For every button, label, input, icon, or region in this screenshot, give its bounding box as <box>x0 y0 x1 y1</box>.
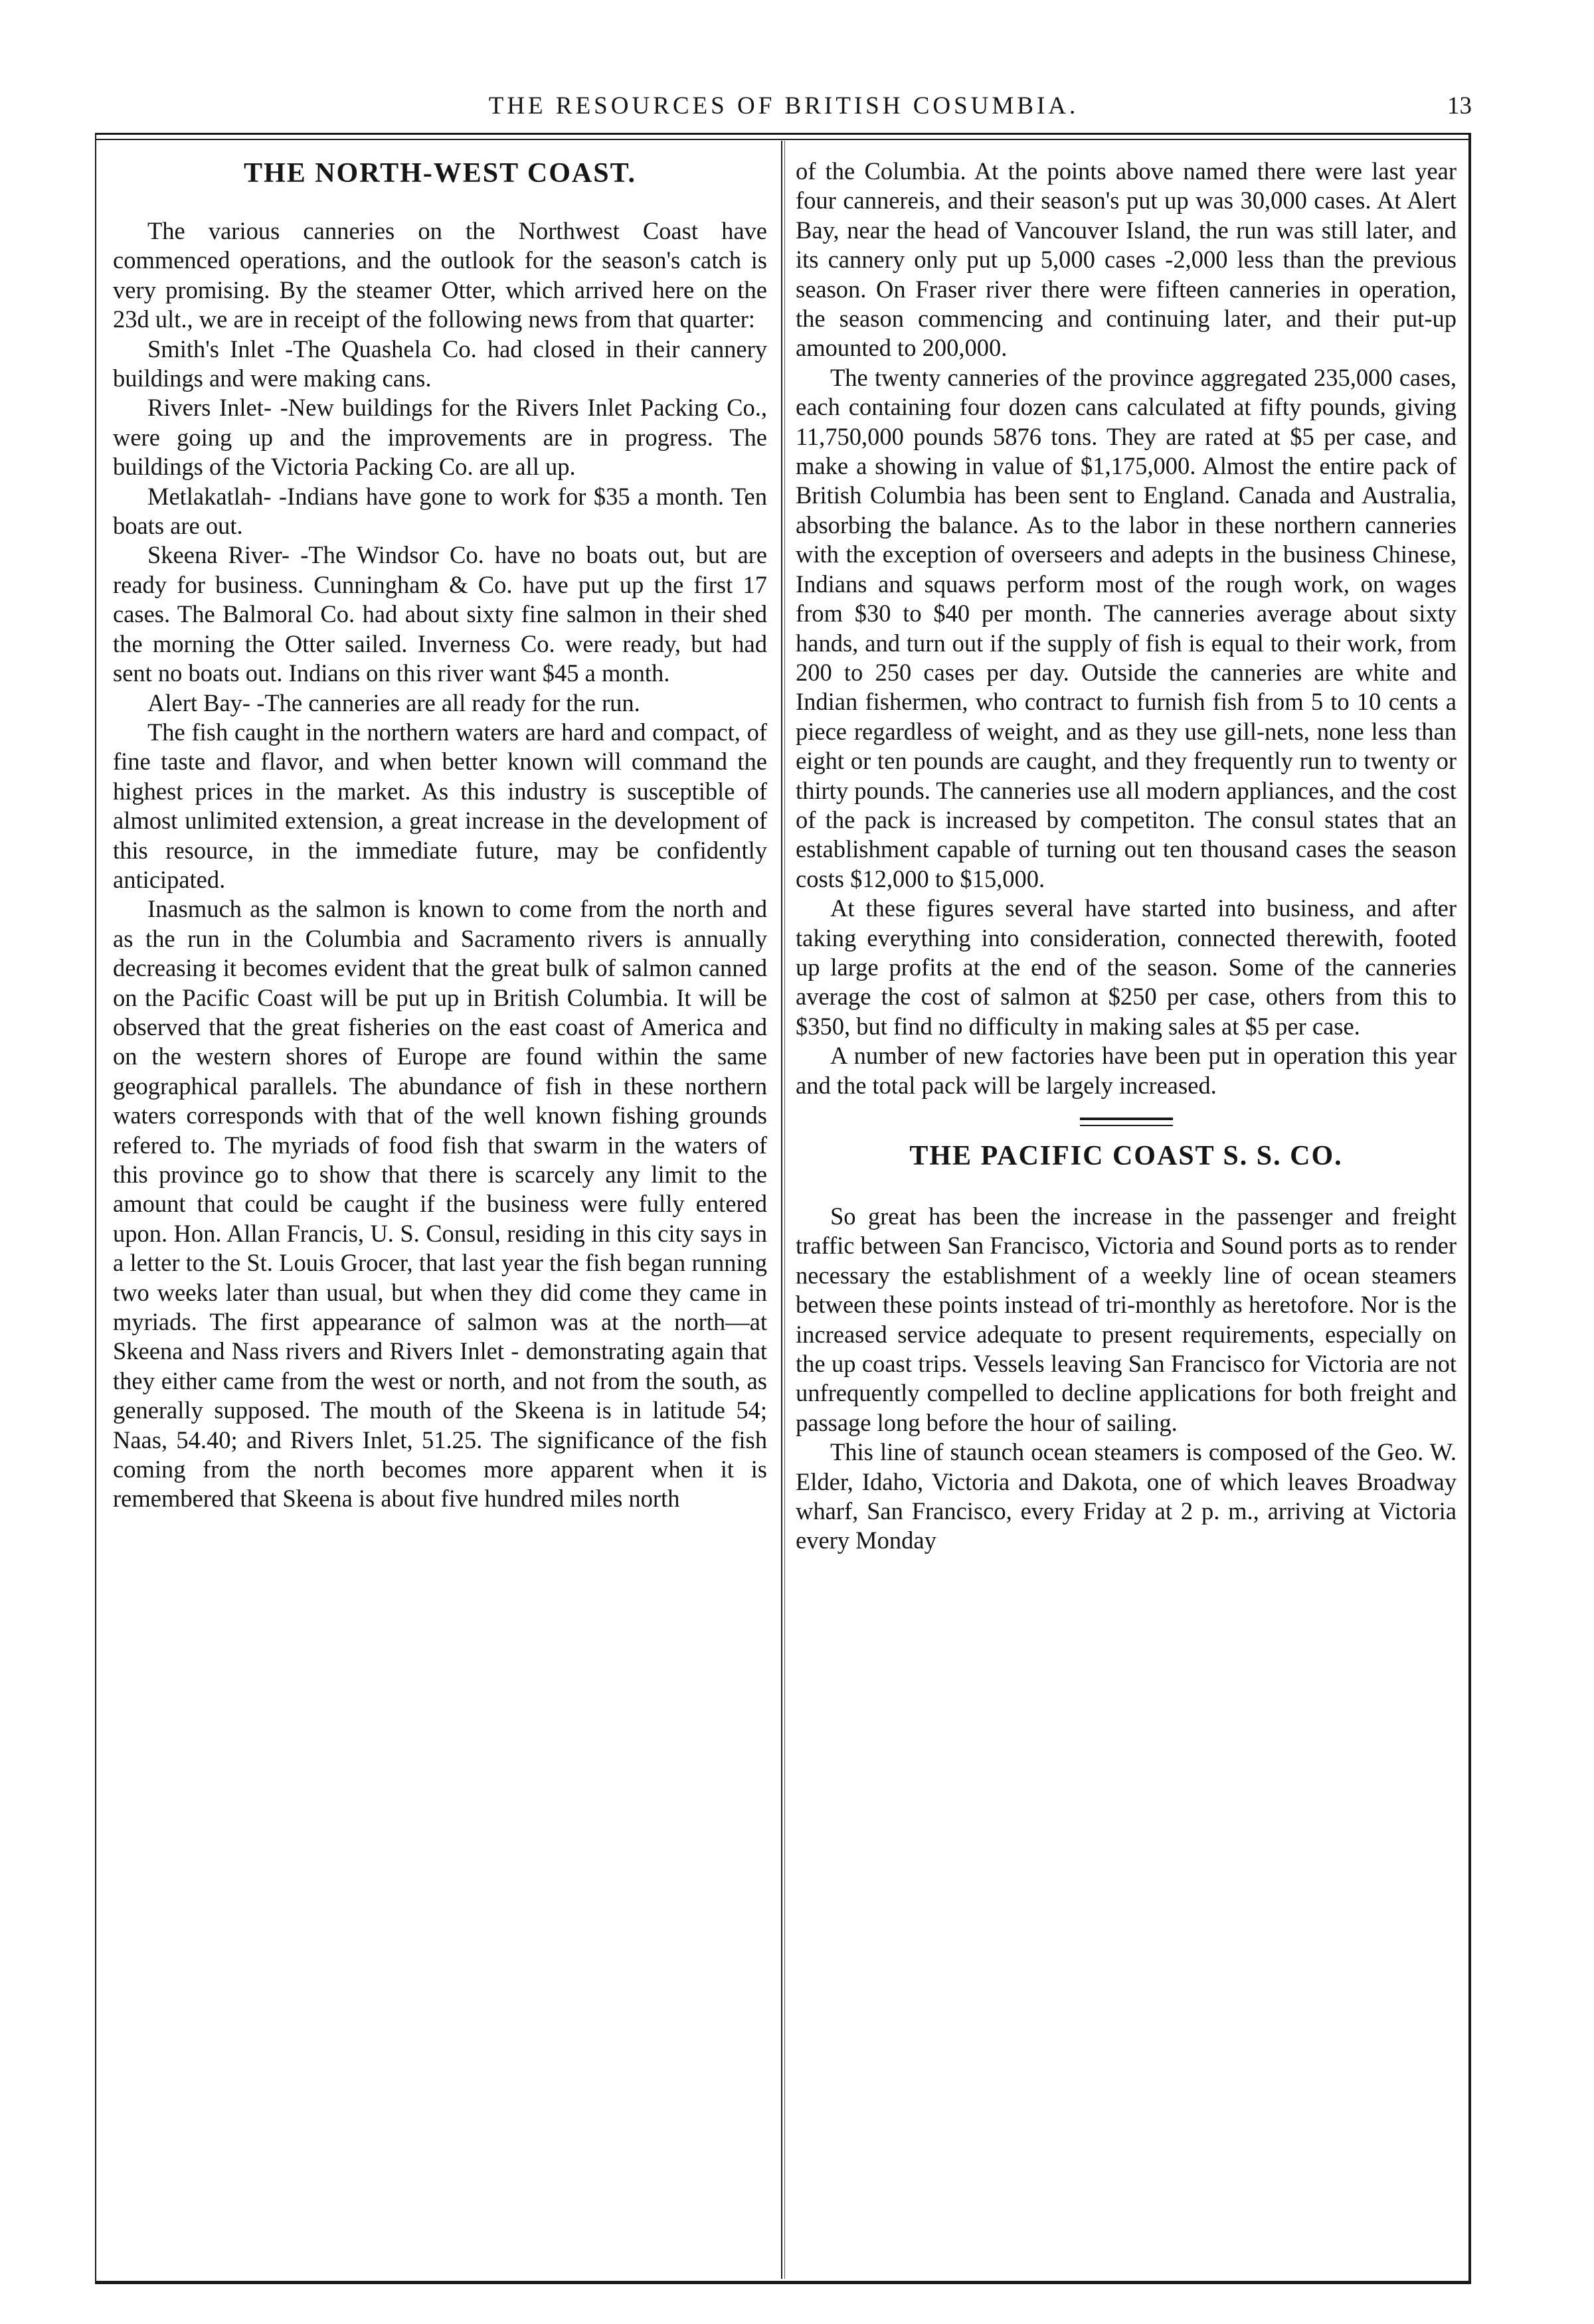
article-paragraph: Alert Bay- -The canneries are all ready for the run. <box>147 689 640 716</box>
article-paragraph: Skeena River- -The Windsor Co. have no boats out, but are ready for business. Cunningham & Co. have put up the first 17 cases. The Balmoral Co. had about sixty fine salmon in their shed the morning the Otter sailed. Inverness Co. were ready, but had sent no boats out. Indians on this river want $45 a month. <box>113 541 767 687</box>
article-paragraph: At these figures several have started into business, and after taking everything into consideration, connected therewith, footed up large profits at the end of the season. Some of the canneries average the cost of salmon at $250 per case, others from this to $350, but find no difficulty in making sales at $5 per case. <box>796 894 1457 1040</box>
column-rule <box>781 141 782 2279</box>
article-paragraph: A number of new factories have been put in operation this year and the total pack will be largely increased. <box>796 1042 1457 1099</box>
column-rule-inner <box>784 141 785 2279</box>
article-paragraph: Inasmuch as the salmon is known to come from the north and as the run in the Columbia and Sacramento rivers is annually decreasing it becomes evident that the great bulk of salmon canned on the Pacific Coast will be put up in British Columbia. It will be observed that the great fisheries on the east coast of America and on the western shores of Europe are found within the same geographical parallels. The abundance of fish in these northern waters corresponds with that of the well known fishing grounds refered to. The myriads of food fish that swarm in the waters of this province go to show that there is scarcely any limit to the amount that could be caught if the business were fully entered upon. Hon. Allan Francis, U. S. Consul, residing in this city says in a letter to the St. Louis Grocer, that last year the fish began running two weeks later than usual, but when they did come they came in myriads. The first appearance of salmon was at the north—at Skeena and Nass rivers and Rivers Inlet - demonstrating again that they either came from the west or north, and not from the south, as generally supposed. The mouth of the Skeena is in latitude 54; Naas, 54.40; and Rivers Inlet, 51.25. The significance of the fish coming from the north becomes more apparent when it is remembered that Skeena is about five hundred miles north <box>113 895 767 1513</box>
article-paragraph: So great has been the increase in the passenger and freight traffic between San Francisco, Victoria and Sound ports as to render necessary the establishment of a weekly line of ocean steamers between these points instead of tri-monthly as heretofore. Nor is the increased service adequate to present requirements, especially on the up coast trips. Vessels leaving San Francisco for Victoria are not unfrequently compelled to decline applications for both freight and passage long before the hour of sailing. <box>796 1203 1457 1436</box>
page-number: 13 <box>1447 92 1472 120</box>
article-paragraph: Smith's Inlet -The Quashela Co. had closed in their cannery buildings and were making cans. <box>113 335 767 392</box>
article-paragraph: Rivers Inlet- -New buildings for the Rivers Inlet Packing Co., were going up and the improvements are in progress. The buildings of the Victoria Packing Co. are all up. <box>113 394 767 481</box>
left-column <box>113 157 767 2265</box>
section-divider <box>1080 1118 1173 1126</box>
right-column <box>796 157 1457 2265</box>
article-paragraph: The twenty canneries of the province aggregated 235,000 cases, each containing four dozen cans calculated at fifty pounds, giving 11,750,000 pounds 5876 tons. They are rated at $5 per case, and make a showing in value of $1,175,000. Almost the entire pack of British Columbia has been sent to England. Canada and Australia, absorbing the balance. As to the labor in these northern canneries with the exception of overseers and adepts in the business Chinese, Indians and squaws perform most of the rough work, on wages from $30 to $40 per month. The canneries average about sixty hands, and turn out if the supply of fish is equal to their work, from 200 to 250 cases per day. Outside the canneries are white and Indian fishermen, who contract to furnish fish from 5 to 10 cents a piece regardless of weight, and as they use gill-nets, none less than eight or ten pounds are caught, and they frequently run to twenty or thirty pounds. The canneries use all modern appliances, and the cost of the pack is increased by competiton. The consul states that an establishment capable of turning out ten thousand cases the season costs $12,000 to $15,000. <box>796 363 1457 892</box>
article-paragraph: Metlakatlah- -Indians have gone to work for $35 a month. Ten boats are out. <box>113 482 767 540</box>
article-paragraph: The various canneries on the Northwest Coast have commenced operations, and the outlook for the season's catch is very promising. By the steamer Otter, which arrived here on the 23d ult., we are in receipt of the following news from that quarter: <box>113 217 767 333</box>
running-head <box>93 92 1474 125</box>
article-paragraph-continued: of the Columbia. At the points above named there were last year four cannereis, and their season's put up was 30,000 cases. At Alert Bay, near the head of Vancouver Island, the run was still later, and its cannery only put up 5,000 cases -2,000 less than the previous season. On Fraser river there were fifteen canneries in operation, the season commencing and continuing later, and their put-up amounted to 200,000. <box>796 157 1457 362</box>
article-paragraph: The fish caught in the northern waters are hard and compact, of fine taste and flavor, and when better known will command the highest prices in the market. As this industry is susceptible of almost unlimited extension, a great increase in the development of this resource, in the immediate future, may be confidently anticipated. <box>113 718 767 893</box>
article-heading-northwest-coast: THE NORTH-WEST COAST. <box>244 158 636 189</box>
article-heading-pacific-coast: THE PACIFIC COAST S. S. CO. <box>909 1141 1343 1171</box>
article-paragraph: This line of staunch ocean steamers is composed of the Geo. W. Elder, Idaho, Victoria and Dakota, one of which leaves Broadway wharf, San Francisco, every Friday at 2 p. m., arriving at Victoria every Monday <box>796 1438 1457 1554</box>
top-double-rule <box>95 139 1471 140</box>
running-head-title: THE RESOURCES OF BRITISH COSUMBIA. <box>488 92 1079 120</box>
